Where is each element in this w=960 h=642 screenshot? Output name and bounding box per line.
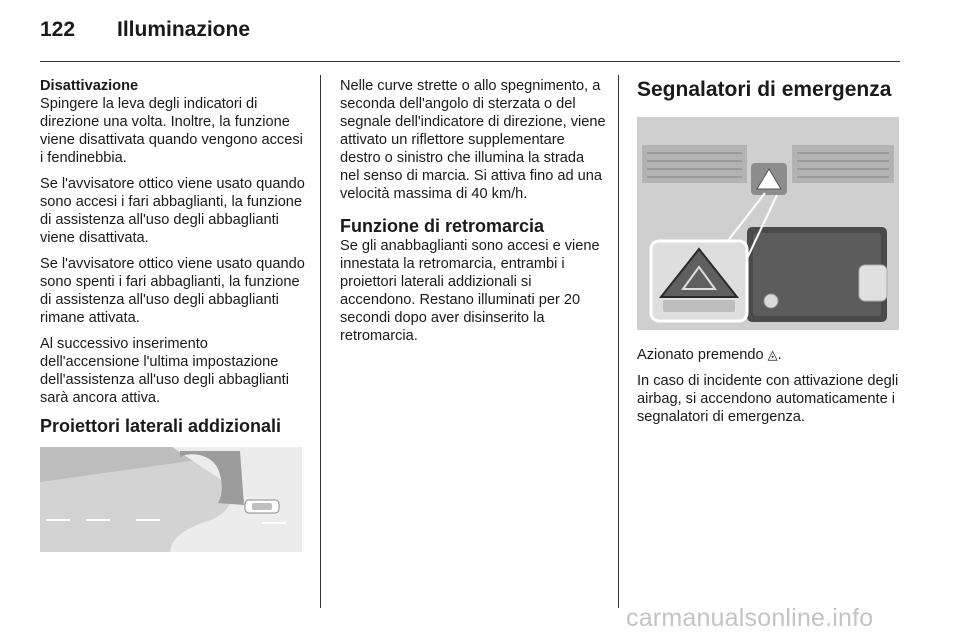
cornering-lights-heading: Proiettori laterali addizionali xyxy=(40,416,282,436)
column-divider-right xyxy=(618,75,619,608)
paragraph-airbag-activation: In caso di incidente con attivazione degli airbag, si accendono automaticamente i segnalatori di emergenza. xyxy=(637,373,899,425)
paragraph-reverse: Se gli anabbaglianti sono accesi e viene innestata la retromarcia, entrambi i proiettori laterali addizionali si accendono. Restano illuminati per 20 secondi dopo aver disinserito la retromarcia. xyxy=(340,238,600,344)
column-divider-left xyxy=(320,75,321,608)
hazard-switch-small xyxy=(751,163,787,195)
paragraph-cornering: Nelle curve strette o allo spegnimento, a seconda dell'angolo di sterzata o del segnale dell'indicatore di direzione, viene attivato un riflettore supplementare destro o sinistro che illumina la strada nel senso di marcia. Si attiva fino ad una velocità massima di 40 km/h. xyxy=(340,78,606,202)
paragraph-deactivation: Spingere la leva degli indicatori di direzione una volta. Inoltre, la funzione viene disattivata quando vengono accesi i fendinebbia. xyxy=(40,96,303,166)
paragraph-flash-high-beam-on: Se l'avvisatore ottico viene usato quando sono accesi i fari abbaglianti, la funzione di assistenza all'uso degli abbaglianti viene disattivata. xyxy=(40,176,305,246)
press-text-end: . xyxy=(777,347,782,363)
column-middle xyxy=(340,77,606,353)
reverse-function-heading: Funzione di retromarcia xyxy=(340,216,545,236)
paragraph-press-button xyxy=(637,346,903,364)
column-right xyxy=(637,77,903,434)
chapter-title: Illuminazione xyxy=(117,18,251,41)
cornering-light-illustration xyxy=(40,447,302,552)
side-control xyxy=(859,265,887,301)
hazard-triangle-icon: ◬ xyxy=(767,347,778,362)
header-rule xyxy=(40,61,900,62)
hazard-lights-heading: Segnalatori di emergenza xyxy=(637,78,892,101)
paragraph-ignition-memory: Al successivo inserimento dell'accensione l'ultima impostazione dell'assistenza all'uso degli abbaglianti sarà ancora attiva. xyxy=(40,336,289,406)
paragraph-flash-high-beam-off: Se l'avvisatore ottico viene usato quando sono spenti i fari abbaglianti, la funzione di assistenza all'uso degli abbaglianti rimane attivata. xyxy=(40,256,305,326)
car-silhouette xyxy=(245,500,279,513)
page-number: 122 xyxy=(40,18,76,41)
hazard-switch-illustration xyxy=(637,117,899,330)
deactivation-heading: Disattivazione xyxy=(40,78,139,94)
press-text: Azionato premendo xyxy=(637,347,764,363)
dash-knob xyxy=(764,294,778,308)
watermark-text: carmanualsonline.info xyxy=(626,604,874,632)
column-left xyxy=(40,77,308,552)
